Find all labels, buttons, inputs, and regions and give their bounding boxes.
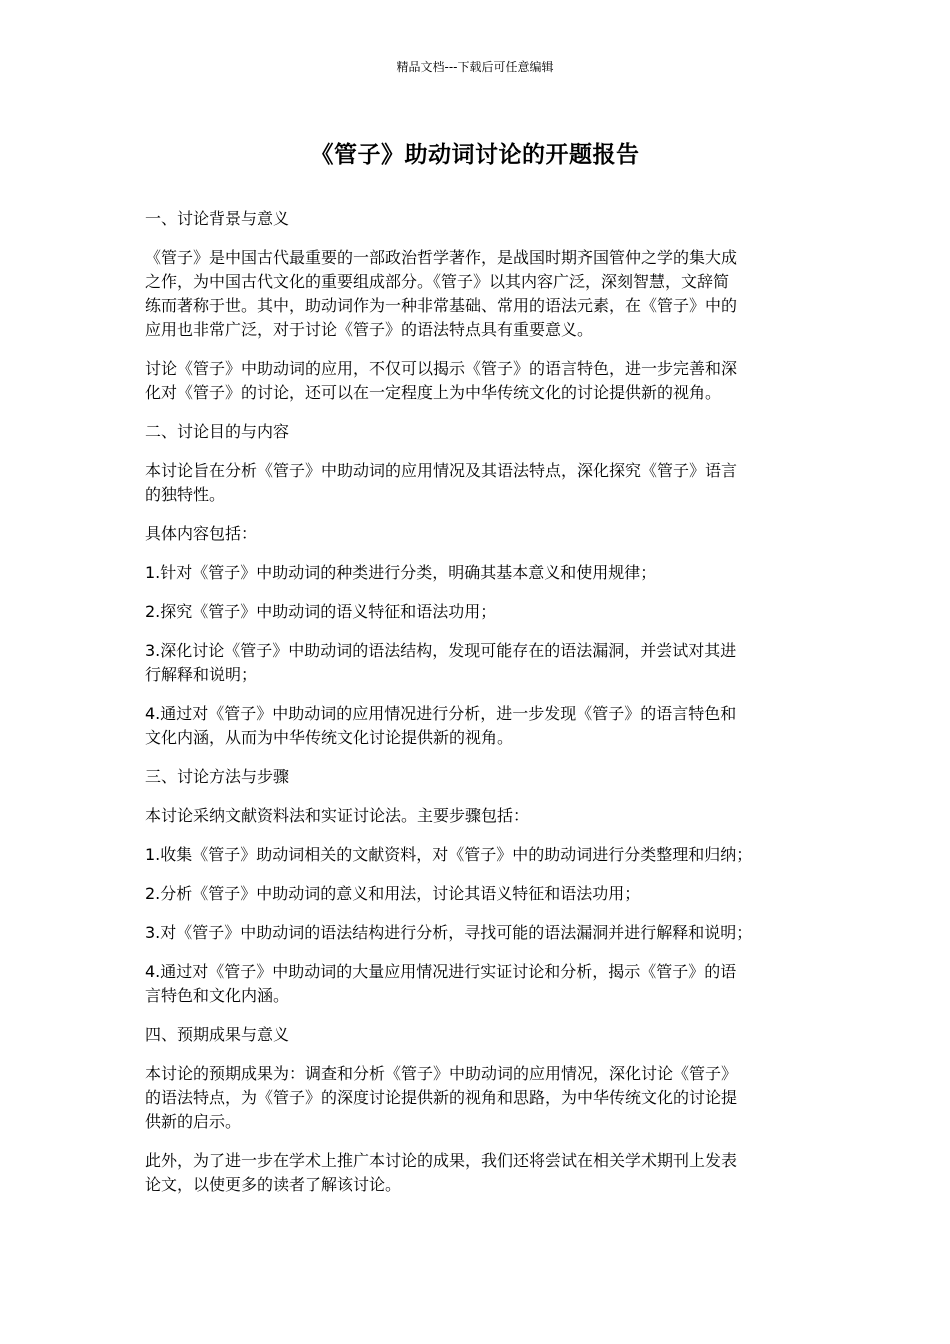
list-item-method-2: 2.分析《管子》中助动词的意义和用法，讨论其语义特征和语法功用； <box>145 884 641 903</box>
list-item-purpose-4: 4.通过对《管子》中助动词的应用情况进行分析，进一步发现《管子》的语言特色和 文化内涵，从而为中华传统文化讨论提供新的视角。 <box>145 704 737 747</box>
list-item-method-1: 1.收集《管子》助动词相关的文献资料，对《管子》中的助动词进行分类整理和归纳； <box>145 845 753 864</box>
document-body <box>145 207 801 1212</box>
paragraph-purpose-intro: 具体内容包括： <box>145 524 258 543</box>
paragraph-purpose-1: 本讨论旨在分析《管子》中助动词的应用情况及其语法特点，深化探究《管子》语言 的独特性。 <box>145 461 738 504</box>
document-title: 《管子》助动词讨论的开题报告 <box>310 142 640 168</box>
paragraph-background-2: 讨论《管子》中助动词的应用，不仅可以揭示《管子》的语言特色，进一步完善和深 化对《管子》的讨论，还可以在一定程度上为中华传统文化的讨论提供新的视角。 <box>145 359 738 402</box>
list-item-purpose-2: 2.探究《管子》中助动词的语义特征和语法功用； <box>145 602 497 621</box>
paragraph-background-1: 《管子》是中国古代最重要的一部政治哲学著作，是战国时期齐国管仲之学的集大成 之作，为中国古代文化的重要组成部分。《管子》以其内容广泛，深刻智慧，文辞简 练而著称于世。其中，助动词作为一种非常基础、常用的语法元素，在《管子》中的 应用也非常广泛，对于讨论《管子》的语法特点具有重要意义。 <box>145 248 738 339</box>
list-item-method-4: 4.通过对《管子》中助动词的大量应用情况进行实证讨论和分析，揭示《管子》的语 言特色和文化内涵。 <box>145 962 737 1005</box>
list-item-purpose-3: 3.深化讨论《管子》中助动词的语法结构，发现可能存在的语法漏洞，并尝试对其进 行解释和说明； <box>145 641 737 684</box>
paragraph-method-intro: 本讨论采纳文献资料法和实证讨论法。主要步骤包括： <box>145 806 530 825</box>
section-heading-background: 一、讨论背景与意义 <box>145 209 290 228</box>
list-item-method-3: 3.对《管子》中助动词的语法结构进行分析，寻找可能的语法漏洞并进行解释和说明； <box>145 923 753 942</box>
paragraph-outcome-2: 此外，为了进一步在学术上推广本讨论的成果，我们还将尝试在相关学术期刊上发表 论文，以使更多的读者了解该讨论。 <box>145 1151 738 1194</box>
section-heading-purpose: 二、讨论目的与内容 <box>145 422 290 441</box>
section-heading-method: 三、讨论方法与步骤 <box>145 767 290 786</box>
header-note: 精品文档---下载后可任意编辑 <box>396 60 554 74</box>
section-heading-outcome: 四、预期成果与意义 <box>145 1025 290 1044</box>
list-item-purpose-1: 1.针对《管子》中助动词的种类进行分类，明确其基本意义和使用规律； <box>145 563 657 582</box>
paragraph-outcome-1: 本讨论的预期成果为：调查和分析《管子》中助动词的应用情况，深化讨论《管子》 的语法特点，为《管子》的深度讨论提供新的视角和思路，为中华传统文化的讨论提 供新的启示。 <box>145 1064 738 1131</box>
